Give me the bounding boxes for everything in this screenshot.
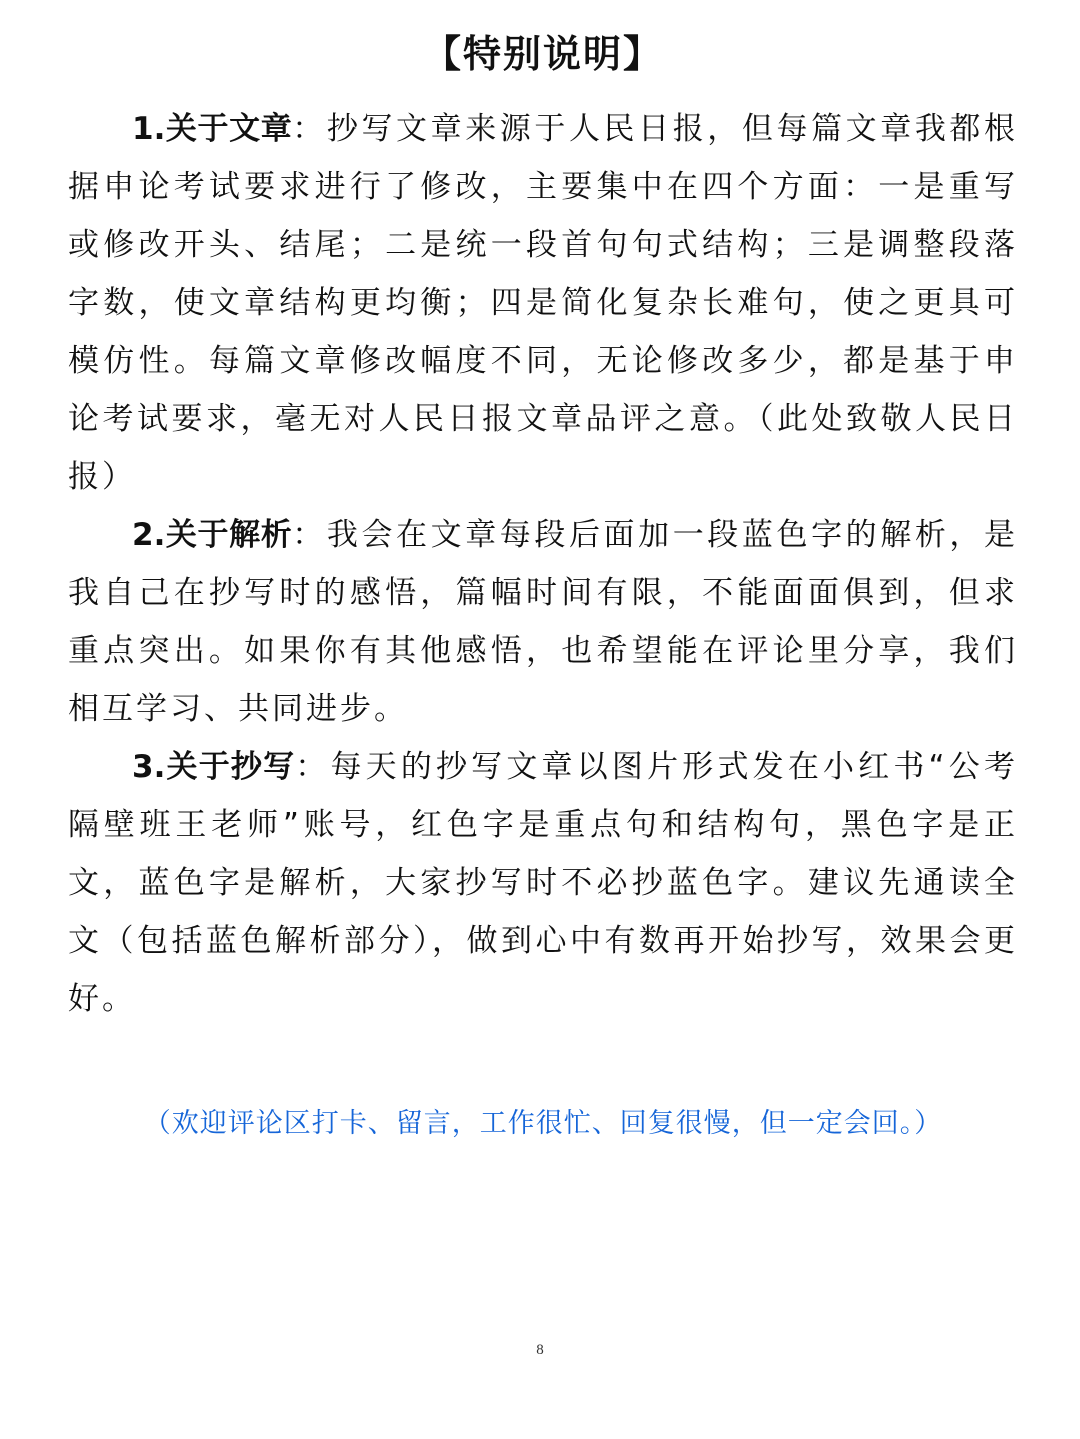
page-number: 8 <box>536 1342 544 1358</box>
section-heading: 1.关于文章 <box>132 111 293 147</box>
section-about-copying <box>68 738 1018 1028</box>
section-heading: 2.关于解析 <box>132 517 293 553</box>
section-about-article <box>68 100 1018 506</box>
section-heading: 3.关于抄写 <box>132 749 296 785</box>
comment-note: （欢迎评论区打卡、留言，工作很忙、回复很慢，但一定会回。） <box>143 1108 943 1139</box>
section-about-analysis <box>68 506 1018 738</box>
section-body: ：抄写文章来源于人民日报，但每篇文章我都根据申论考试要求进行了修改，主要集中在四个方面：一是重写或修改开头、结尾；二是统一段首句句式结构；三是调整段落字数，使文章结构更均衡；四是简化复杂长难句，使之更具可模仿性。每篇文章修改幅度不同，无论修改多少，都是基于申论考试要求，毫无对人民日报文章品评之意。（此处致敬人民日报） <box>68 111 1018 495</box>
page-title: 【特别说明】 <box>422 32 663 76</box>
section-body: ：我会在文章每段后面加一段蓝色字的解析，是我自己在抄写时的感悟，篇幅时间有限，不能面面俱到，但求重点突出。如果你有其他感悟，也希望能在评论里分享，我们相互学习、共同进步。 <box>68 517 1018 727</box>
section-body: ：每天的抄写文章以图片形式发在小红书“公考隔壁班王老师”账号，红色字是重点句和结构句，黑色字是正文，蓝色字是解析，大家抄写时不必抄蓝色字。建议先通读全文（包括蓝色解析部分），做到心中有数再开始抄写，效果会更好。 <box>68 749 1018 1017</box>
